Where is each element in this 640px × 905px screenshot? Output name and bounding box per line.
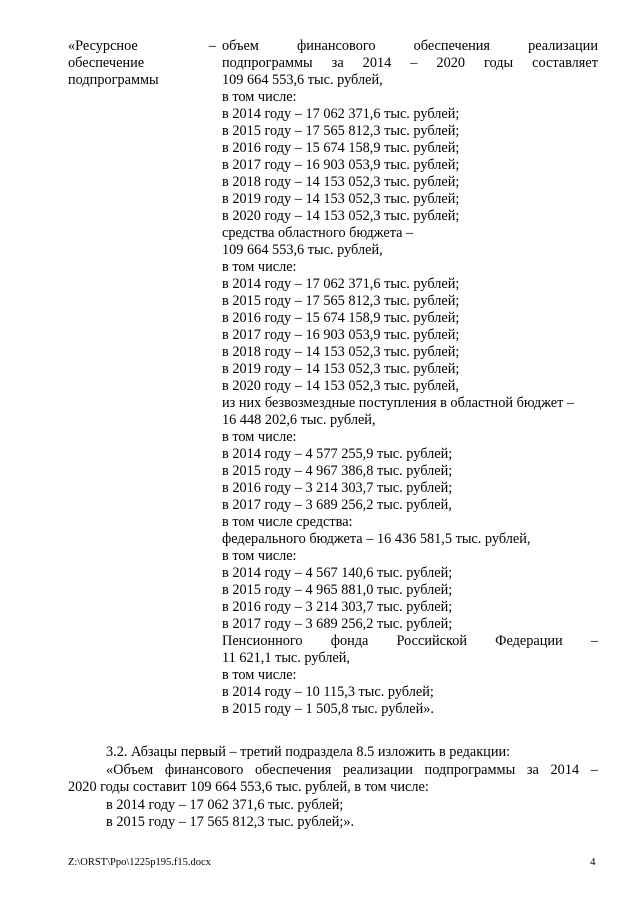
text-line: в 2016 году – 3 214 303,7 тыс. рублей; [222, 480, 453, 496]
text-line: в 2015 году – 1 505,8 тыс. рублей». [222, 701, 434, 717]
text-line: в том числе: [222, 667, 297, 683]
text-line: в 2017 году – 16 903 053,9 тыс. рублей; [222, 157, 460, 173]
left-cell-line-3: подпрограммы [68, 72, 159, 88]
text-line: в 2016 году – 15 674 158,9 тыс. рублей; [222, 140, 460, 156]
word: обеспечения [413, 38, 490, 54]
text-line: в 2017 году – 3 689 256,2 тыс. рублей; [222, 616, 453, 632]
left-cell-word: «Ресурсное [68, 38, 138, 54]
text-line: в 2014 году – 4 577 255,9 тыс. рублей; [222, 446, 453, 462]
paragraph-amendment: 3.2. Абзацы первый – третий подраздела 8.5 изложить в редакции: [106, 744, 511, 760]
page-number: 4 [590, 856, 596, 868]
paragraph-volume-line-2: 2020 годы составит 109 664 553,6 тыс. рублей, в том числе: [68, 779, 429, 795]
word: годы [484, 55, 514, 71]
paragraph-year-2014: в 2014 году – 17 062 371,6 тыс. рублей; [106, 796, 344, 813]
left-cell-line-2: обеспечение [68, 55, 145, 71]
left-cell-dash: – [208, 38, 216, 54]
right-cell-line-1 [222, 38, 598, 55]
text-line: в 2018 году – 14 153 052,3 тыс. рублей; [222, 344, 460, 360]
text-line: в 2020 году – 14 153 052,3 тыс. рублей, [222, 378, 459, 394]
paragraph-volume-line-1 [68, 762, 598, 780]
text-line: в 2017 году – 16 903 053,9 тыс. рублей; [222, 327, 460, 343]
word: Федерации [495, 633, 563, 649]
text-line: в том числе средства: [222, 514, 353, 530]
text-line: в 2019 году – 14 153 052,3 тыс. рублей; [222, 361, 460, 377]
footer-file-path: Z:\ORST\Ppo\1225p195.f15.docx [68, 857, 211, 868]
table-right-cell [222, 38, 598, 718]
text-line: в том числе: [222, 89, 297, 105]
word: финансового [296, 38, 376, 54]
word: подпрограммы [222, 55, 313, 71]
word: подпрограммы [424, 761, 516, 778]
text-line: в 2015 году – 4 965 881,0 тыс. рублей; [222, 582, 453, 598]
pension-fund-line [222, 633, 598, 650]
word: «Объем [106, 761, 154, 778]
word: 2014 [550, 761, 580, 778]
text-line: в 2017 году – 3 689 256,2 тыс. рублей, [222, 497, 452, 513]
word: за [331, 55, 344, 71]
text-line: в 2018 году – 14 153 052,3 тыс. рублей; [222, 174, 460, 190]
paragraph-year-2015: в 2015 году – 17 565 812,3 тыс. рублей;». [106, 814, 355, 830]
text-line: в том числе: [222, 259, 297, 275]
text-line: в 2020 году – 14 153 052,3 тыс. рублей; [222, 208, 460, 224]
word: Пенсионного [222, 633, 303, 649]
text-line: 16 448 202,6 тыс. рублей, [222, 412, 376, 428]
word: 2014 [362, 55, 392, 71]
text-line: 109 664 553,6 тыс. рублей, [222, 72, 383, 88]
text-line: средства областного бюджета – [222, 225, 414, 241]
body-text [68, 744, 598, 832]
text-line: 109 664 553,6 тыс. рублей, [222, 242, 383, 258]
text-line: 11 621,1 тыс. рублей, [222, 650, 350, 666]
word: за [526, 761, 539, 778]
word: Российской [396, 633, 468, 649]
word: 2020 [436, 55, 466, 71]
word: составляет [532, 55, 598, 71]
text-line: в 2014 году – 10 115,3 тыс. рублей; [222, 684, 434, 700]
word: фонда [330, 633, 369, 649]
text-line: в 2014 году – 17 062 371,6 тыс. рублей; [222, 106, 460, 122]
text-line: в том числе: [222, 429, 297, 445]
text-line: в 2015 году – 4 967 386,8 тыс. рублей; [222, 463, 453, 479]
text-line: в 2015 году – 17 565 812,3 тыс. рублей; [222, 123, 460, 139]
word: реализации [343, 761, 413, 778]
word: обеспечения [255, 761, 332, 778]
word: реализации [528, 38, 598, 54]
word: – [410, 55, 418, 71]
left-cell-line-1 [68, 38, 216, 55]
text-line: федерального бюджета – 16 436 581,5 тыс. рублей, [222, 531, 531, 547]
table-left-cell [68, 38, 216, 89]
text-line: в 2015 году – 17 565 812,3 тыс. рублей; [222, 293, 460, 309]
word: – [590, 633, 598, 649]
text-line: в 2014 году – 4 567 140,6 тыс. рублей; [222, 565, 453, 581]
word: объем [222, 38, 259, 54]
word: финансового [164, 761, 244, 778]
text-line: в 2019 году – 14 153 052,3 тыс. рублей; [222, 191, 460, 207]
text-line: в 2016 году – 15 674 158,9 тыс. рублей; [222, 310, 460, 326]
text-line: из них безвозмездные поступления в областной бюджет – [222, 395, 575, 411]
right-cell-line-2 [222, 55, 598, 72]
word: – [590, 761, 598, 778]
text-line: в том числе: [222, 548, 297, 564]
text-line: в 2016 году – 3 214 303,7 тыс. рублей; [222, 599, 453, 615]
text-line: в 2014 году – 17 062 371,6 тыс. рублей; [222, 276, 460, 292]
